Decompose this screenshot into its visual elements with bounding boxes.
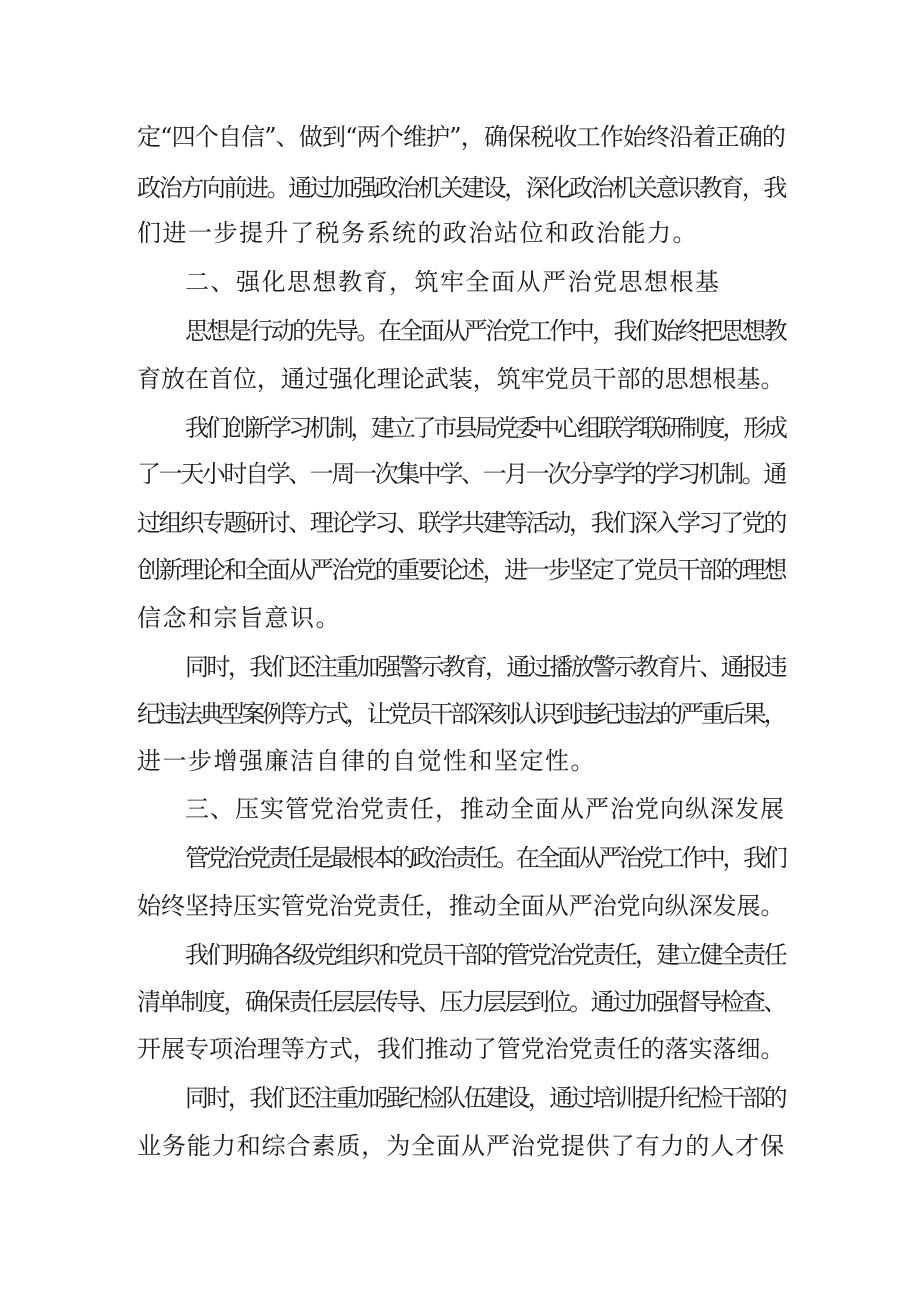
section-heading: 三、压实管党治党责任，推动全面从严治党向纵深发展: [185, 795, 785, 823]
text-line: 创新理论和全面从严治党的重要论述，进一步坚定了党员干部的理想: [137, 556, 785, 584]
text-line: 政治方向前进。通过加强政治机关建设，深化政治机关意识教育，我: [137, 174, 785, 202]
text-line: 们进一步提升了税务系统的政治站位和政治能力。: [137, 219, 698, 247]
text-line: 我们创新学习机制，建立了市县局党委中心组联学联研制度，形成: [185, 414, 785, 442]
section-heading: 二、强化思想教育，筑牢全面从严治党思想根基: [185, 268, 721, 296]
text-line: 始终坚持压实管党治党责任，推动全面从严治党向纵深发展。: [137, 892, 785, 920]
text-line: 了一天小时自学、一周一次集中学、一月一次分享学的学习机制。通: [137, 460, 785, 488]
text-line: 信念和宗旨意识。: [137, 604, 341, 632]
text-line: 进一步增强廉洁自律的自觉性和坚定性。: [137, 747, 596, 775]
text-line: 同时，我们还注重加强警示教育，通过播放警示教育片、通报违: [185, 653, 785, 681]
text-line: 育放在首位，通过强化理论武装，筑牢党员干部的思想根基。: [137, 365, 785, 393]
text-line: 管党治党责任是最根本的政治责任。在全面从严治党工作中，我们: [185, 844, 785, 872]
text-line: 纪违法典型案例等方式，让党员干部深刻认识到违纪违法的严重后果，: [137, 700, 785, 728]
text-line: 业务能力和综合素质，为全面从严治党提供了有力的人才保: [137, 1132, 785, 1160]
text-line: 过组织专题研讨、理论学习、联学共建等活动，我们深入学习了党的: [137, 509, 785, 537]
text-line: 开展专项治理等方式，我们推动了管党治党责任的落实落细。: [137, 1035, 785, 1063]
text-line: 定“四个自信”、做到“两个维护”，确保税收工作始终沿着正确的: [137, 123, 786, 151]
text-line: 同时，我们还注重加强纪检队伍建设，通过培训提升纪检干部的: [185, 1084, 785, 1112]
text-line: 思想是行动的先导。在全面从严治党工作中，我们始终把思想教: [185, 317, 785, 345]
text-line: 清单制度，确保责任层层传导、压力层层到位。通过加强督导检查、: [137, 988, 785, 1016]
text-line: 我们明确各级党组织和党员干部的管党治党责任，建立健全责任: [185, 941, 785, 969]
